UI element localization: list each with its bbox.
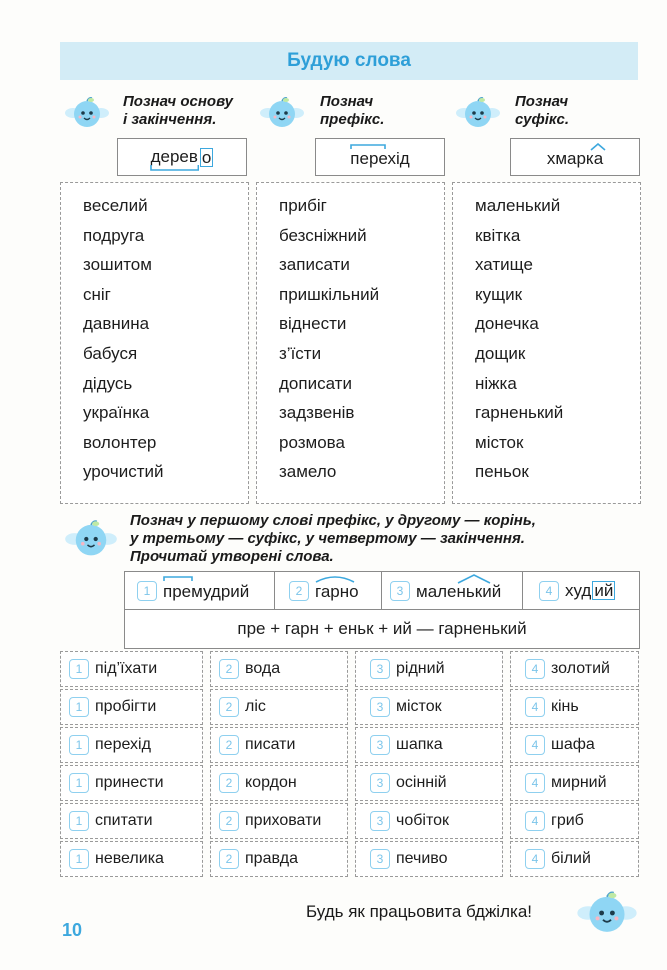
list-item: сніг bbox=[83, 284, 111, 304]
list-item: з’їсти bbox=[279, 343, 322, 363]
number-badge: 2 bbox=[219, 811, 239, 831]
table-row-cell bbox=[355, 841, 503, 877]
number-badge: 1 bbox=[69, 773, 89, 793]
table-row-cell bbox=[210, 841, 348, 877]
list-item: місток bbox=[475, 432, 524, 452]
list-item: квітка bbox=[475, 225, 521, 245]
table-row-cell bbox=[60, 727, 203, 763]
suffix-mark bbox=[457, 574, 491, 584]
sample-cell-3 bbox=[382, 572, 523, 609]
list-item: дощик bbox=[475, 343, 526, 363]
number-badge: 3 bbox=[390, 581, 410, 601]
list-item: записати bbox=[279, 255, 350, 275]
table-row-cell bbox=[510, 651, 639, 687]
number-badge: 2 bbox=[219, 773, 239, 793]
list-item: пришкільний bbox=[279, 284, 380, 304]
cell-text: перехід bbox=[95, 736, 151, 753]
cell-text: ліс bbox=[245, 698, 266, 715]
table-row-cell bbox=[60, 841, 203, 877]
instruction-line: Познач основу bbox=[123, 93, 233, 110]
footer-motto: Будь як працьовита бджілка! bbox=[306, 902, 532, 921]
mascot-icon bbox=[64, 519, 118, 559]
list-item: безсніжний bbox=[279, 225, 367, 245]
table-row-cell bbox=[355, 765, 503, 801]
table-row-cell bbox=[60, 765, 203, 801]
list-item: дідусь bbox=[83, 373, 133, 393]
list-item: українка bbox=[83, 403, 150, 423]
suffix-mark bbox=[590, 143, 606, 151]
table-row-cell bbox=[510, 803, 639, 839]
cell-text: гриб bbox=[551, 812, 584, 829]
list-item: маленький bbox=[475, 196, 561, 215]
example-suffix-word bbox=[547, 145, 603, 169]
instruction-line: Познач у першому слові префікс, у другому — корінь, bbox=[130, 512, 536, 529]
cell-text: мирний bbox=[551, 774, 607, 791]
sample-cell-4 bbox=[523, 572, 639, 609]
sample-cell-2 bbox=[275, 572, 382, 609]
number-badge: 2 bbox=[219, 659, 239, 679]
number-badge: 4 bbox=[525, 697, 545, 717]
number-badge: 4 bbox=[525, 735, 545, 755]
instruction-line: Познач bbox=[320, 93, 374, 110]
number-badge: 3 bbox=[370, 773, 390, 793]
instruction-line: префікс. bbox=[320, 111, 385, 128]
prefix-mark bbox=[350, 144, 386, 150]
instruction-prefix bbox=[320, 93, 384, 129]
sample-word-text: худ bbox=[565, 580, 592, 600]
number-badge: 1 bbox=[69, 735, 89, 755]
suffix-word-text: хмарка bbox=[546, 149, 604, 168]
cell-text: шапка bbox=[396, 736, 443, 753]
sample-word-text: премудрий bbox=[163, 582, 250, 601]
sample-word-1 bbox=[163, 579, 249, 602]
number-badge: 1 bbox=[69, 811, 89, 831]
cell-text: принести bbox=[95, 774, 164, 791]
table-row-cell bbox=[210, 727, 348, 763]
cell-text: рідний bbox=[396, 660, 445, 677]
mascot-icon bbox=[259, 96, 305, 130]
number-badge: 4 bbox=[539, 581, 559, 601]
cell-text: правда bbox=[245, 850, 299, 867]
instruction-line: суфікс. bbox=[515, 111, 570, 128]
cell-text: кінь bbox=[551, 698, 579, 715]
mascot-icon bbox=[455, 96, 501, 130]
cell-text: білий bbox=[551, 850, 591, 867]
number-badge: 1 bbox=[69, 659, 89, 679]
list-item: урочистий bbox=[83, 462, 164, 482]
page-title: Будую слова bbox=[287, 50, 411, 71]
list-item: донечка bbox=[475, 314, 539, 334]
cell-text: осінній bbox=[396, 774, 447, 791]
sample-word-text: гарно bbox=[315, 582, 359, 601]
number-badge: 1 bbox=[69, 849, 89, 869]
table-row-cell bbox=[355, 803, 503, 839]
list-item: подруга bbox=[83, 225, 145, 245]
cell-text: писати bbox=[245, 736, 296, 753]
instruction-line: Познач bbox=[515, 93, 569, 110]
number-badge: 3 bbox=[370, 811, 390, 831]
prefix-word-text: перехід bbox=[350, 149, 410, 168]
cell-text: під’їхати bbox=[95, 660, 158, 677]
instruction-line: Прочитай утворені слова. bbox=[130, 548, 334, 565]
sample-box bbox=[124, 571, 640, 649]
ending-box: ий bbox=[594, 581, 614, 600]
cell-text: шафа bbox=[551, 736, 595, 753]
page-number: 10 bbox=[62, 920, 83, 940]
number-badge: 2 bbox=[219, 697, 239, 717]
list-item: веселий bbox=[83, 196, 148, 215]
table-row-cell bbox=[210, 689, 348, 725]
list-item: пеньок bbox=[475, 462, 529, 482]
cell-text: кордон bbox=[245, 774, 297, 791]
number-badge: 2 bbox=[219, 735, 239, 755]
list-item: дописати bbox=[279, 373, 352, 393]
table-row-cell bbox=[355, 689, 503, 725]
cell-text: чобіток bbox=[396, 812, 449, 829]
cell-text: приховати bbox=[245, 812, 322, 829]
cell-text: вода bbox=[245, 660, 281, 677]
word-column-3 bbox=[452, 182, 641, 504]
table-row-cell bbox=[355, 651, 503, 687]
instruction-stem-ending bbox=[123, 93, 233, 129]
table-row-cell bbox=[210, 803, 348, 839]
cell-text: невелика bbox=[95, 850, 164, 867]
mascot-icon bbox=[64, 96, 110, 130]
number-badge: 2 bbox=[289, 581, 309, 601]
list-item: давнина bbox=[83, 314, 150, 334]
number-badge: 2 bbox=[219, 849, 239, 869]
stem-bracket-mark bbox=[150, 165, 199, 171]
list-item: прибіг bbox=[279, 196, 327, 215]
list-item: замело bbox=[279, 462, 337, 482]
number-badge: 4 bbox=[525, 659, 545, 679]
number-badge: 3 bbox=[370, 849, 390, 869]
sample-result: пре + гарн + еньк + ий — гарненький bbox=[237, 619, 527, 638]
example-stem bbox=[151, 147, 198, 167]
cell-text: золотий bbox=[551, 660, 610, 677]
table-row-cell bbox=[60, 651, 203, 687]
task-instruction bbox=[130, 512, 536, 566]
root-mark bbox=[315, 575, 355, 583]
word-grid bbox=[60, 651, 639, 881]
list-item: хатище bbox=[475, 255, 533, 275]
list-item: ніжка bbox=[475, 373, 517, 393]
example-stem-ending bbox=[117, 138, 247, 176]
stem-text: дерев bbox=[150, 147, 198, 166]
bee-mascot-icon bbox=[576, 890, 638, 936]
number-badge: 4 bbox=[525, 811, 545, 831]
table-row-cell bbox=[510, 765, 639, 801]
sample-word-3 bbox=[416, 579, 501, 602]
sample-cell-1 bbox=[125, 572, 275, 609]
table-row-cell bbox=[210, 765, 348, 801]
list-item: гарненький bbox=[475, 403, 564, 423]
instruction-line: і закінчення. bbox=[123, 111, 217, 128]
number-badge: 1 bbox=[137, 581, 157, 601]
list-item: зошитом bbox=[83, 255, 152, 275]
table-row-cell bbox=[510, 689, 639, 725]
table-row-cell bbox=[510, 727, 639, 763]
table-row-cell bbox=[355, 727, 503, 763]
list-item: бабуся bbox=[83, 343, 138, 363]
number-badge: 1 bbox=[69, 697, 89, 717]
sample-word-2 bbox=[315, 579, 359, 602]
sample-words-row bbox=[125, 572, 639, 610]
cell-text: пробігти bbox=[95, 698, 157, 715]
sample-word-text: маленький bbox=[416, 582, 502, 601]
example-prefix-word bbox=[350, 145, 409, 169]
number-badge: 3 bbox=[370, 659, 390, 679]
instruction-line: у третьому — суфікс, у четвертому — закінчення. bbox=[130, 530, 525, 547]
number-badge: 4 bbox=[525, 849, 545, 869]
instruction-suffix bbox=[515, 93, 569, 129]
list-item: розмова bbox=[279, 432, 345, 452]
ending-box: о bbox=[201, 147, 212, 167]
example-suffix bbox=[510, 138, 640, 176]
table-row-cell bbox=[210, 651, 348, 687]
word-column-2 bbox=[256, 182, 445, 504]
list-item: волонтер bbox=[83, 432, 157, 452]
cell-text: спитати bbox=[95, 812, 153, 829]
table-row-cell bbox=[60, 689, 203, 725]
word-column-1 bbox=[60, 182, 249, 504]
table-row-cell bbox=[510, 841, 639, 877]
number-badge: 4 bbox=[525, 773, 545, 793]
number-badge: 3 bbox=[370, 735, 390, 755]
list-item: віднести bbox=[279, 314, 347, 334]
example-prefix bbox=[315, 138, 445, 176]
list-item: задзвенів bbox=[279, 403, 355, 423]
list-item: кущик bbox=[475, 284, 523, 304]
cell-text: місток bbox=[396, 698, 442, 715]
table-row-cell bbox=[60, 803, 203, 839]
number-badge: 3 bbox=[370, 697, 390, 717]
title-banner bbox=[60, 42, 638, 80]
prefix-mark bbox=[163, 576, 193, 582]
cell-text: печиво bbox=[396, 850, 448, 867]
